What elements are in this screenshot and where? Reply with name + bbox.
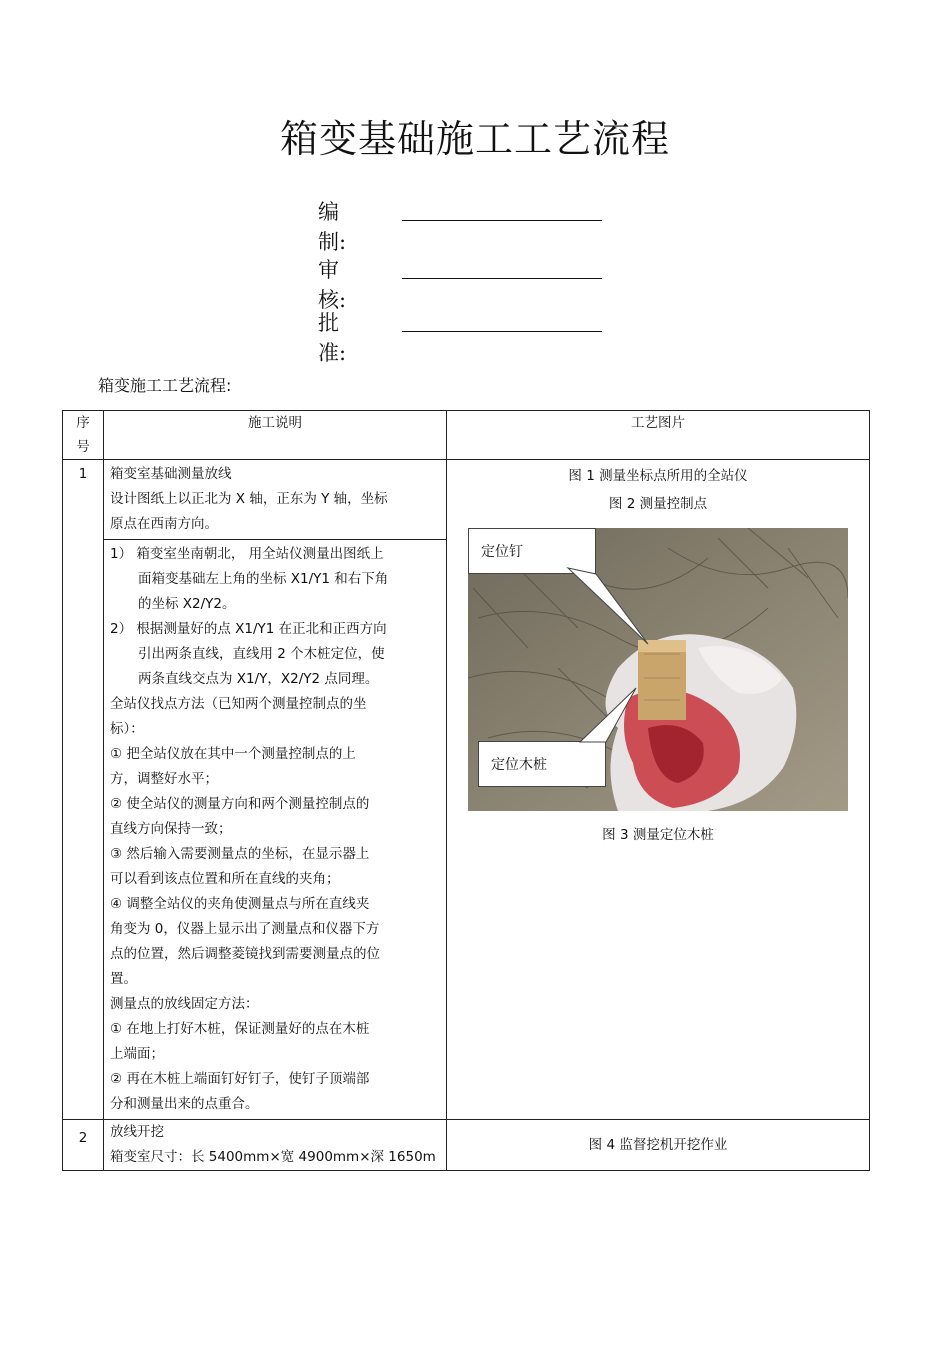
row1-top-line: 设计图纸上以正北为 X 轴，正东为 Y 轴，坐标 [110,491,388,507]
figure-4-caption: 图 4 监督挖机开挖作业 [447,1120,870,1171]
signoff-compiled-line [402,220,602,221]
row1-step-line: ② 使全站仪的测量方向和两个测量控制点的 [110,796,370,812]
row1-step-line: 上端面； [110,1046,164,1062]
row1-step-line: 点的位置，然后调整菱镜找到需要测量点的位 [110,946,380,962]
row1-step-line: 直线方向保持一致； [110,821,232,837]
row1-step-line: 1） 箱变室坐南朝北， 用全站仪测量出图纸上 [110,546,384,562]
header-pictures: 工艺图片 [447,411,870,460]
signoff-approved-line [402,331,602,332]
table-row [63,1120,870,1171]
row1-step-line: ① 把全站仪放在其中一个测量控制点的上 [110,746,356,762]
row1-step-line: 面箱变基础左上角的坐标 X1/Y1 和右下角 [138,571,389,587]
callout-stake: 定位木桩 [478,741,606,787]
row1-seq: 1 [63,460,104,1120]
header-seq [63,411,104,460]
section-heading: 箱变施工工艺流程: [98,376,232,395]
row1-step-line: 可以看到该点位置和所在直线的夹角； [110,871,340,887]
header-description: 施工说明 [104,411,447,460]
row1-step-line: 两条直线交点为 X1/Y，X2/Y2 点同理。 [138,671,379,687]
row2-line: 放线开挖 [110,1124,164,1140]
callout-nail: 定位钉 [468,528,596,574]
signoff-approved-label: 批准: [318,311,347,365]
row2-description [104,1120,447,1171]
figure-2-caption: 图 2 测量控制点 [608,496,708,512]
row1-step-line: ① 在地上打好木桩，保证测量好的点在木桩 [110,1021,370,1037]
row1-step-line: 分和测量出来的点重合。 [110,1096,259,1112]
row1-step-line: 的坐标 X2/Y2。 [138,596,236,612]
row1-description-top [104,460,446,540]
header-seq-line1: 序 [76,415,90,431]
row1-step-line: 引出两条直线，直线用 2 个木桩定位，使 [138,646,385,662]
process-table [62,410,870,1171]
row1-step-line: ④ 调整全站仪的夹角使测量点与所在直线夹 [110,896,370,912]
header-seq-line2: 号 [76,439,90,455]
row1-step-line: 标）： [110,721,144,737]
row2-line: 箱变室尺寸：长 5400mm×宽 4900mm×深 1650m [110,1149,436,1165]
row1-description [104,460,447,1120]
row2-seq: 2 [63,1120,104,1171]
stake-photo [468,528,848,811]
document-title: 箱变基础施工工艺流程 [279,117,670,161]
figure-3-caption: 图 3 测量定位木桩 [602,827,714,843]
row1-description-bottom [104,540,446,1119]
table-header-row [63,411,870,460]
row1-step-line: 角变为 0，仪器上显示出了测量点和仪器下方 [110,921,380,937]
callout-stake-pointer [580,688,636,742]
callout-pointers [468,528,848,811]
row1-step-line: 2） 根据测量好的点 X1/Y1 在正北和正西方向 [110,621,387,637]
row1-top-line: 原点在西南方向。 [110,516,218,532]
row1-step-line: ③ 然后输入需要测量点的坐标，在显示器上 [110,846,370,862]
figure-1-caption: 图 1 测量坐标点所用的全站仪 [568,468,748,484]
callout-nail-pointer [568,568,648,644]
row1-step-line: 测量点的放线固定方法： [110,996,259,1012]
row1-step-line: 置。 [110,971,137,987]
signoff-reviewed-label: 审核: [318,258,347,312]
row1-step-line: 全站仪找点方法（已知两个测量控制点的坐 [110,696,367,712]
signoff-compiled-label: 编制: [318,200,347,254]
table-row [63,460,870,1120]
row1-top-line: 箱变室基础测量放线 [110,466,232,482]
signoff-reviewed-line [402,278,602,279]
row1-pictures [447,460,870,1120]
row1-step-line: 方，调整好水平； [110,771,218,787]
row1-step-line: ② 再在木桩上端面钉好钉子，使钉子顶端部 [110,1071,370,1087]
